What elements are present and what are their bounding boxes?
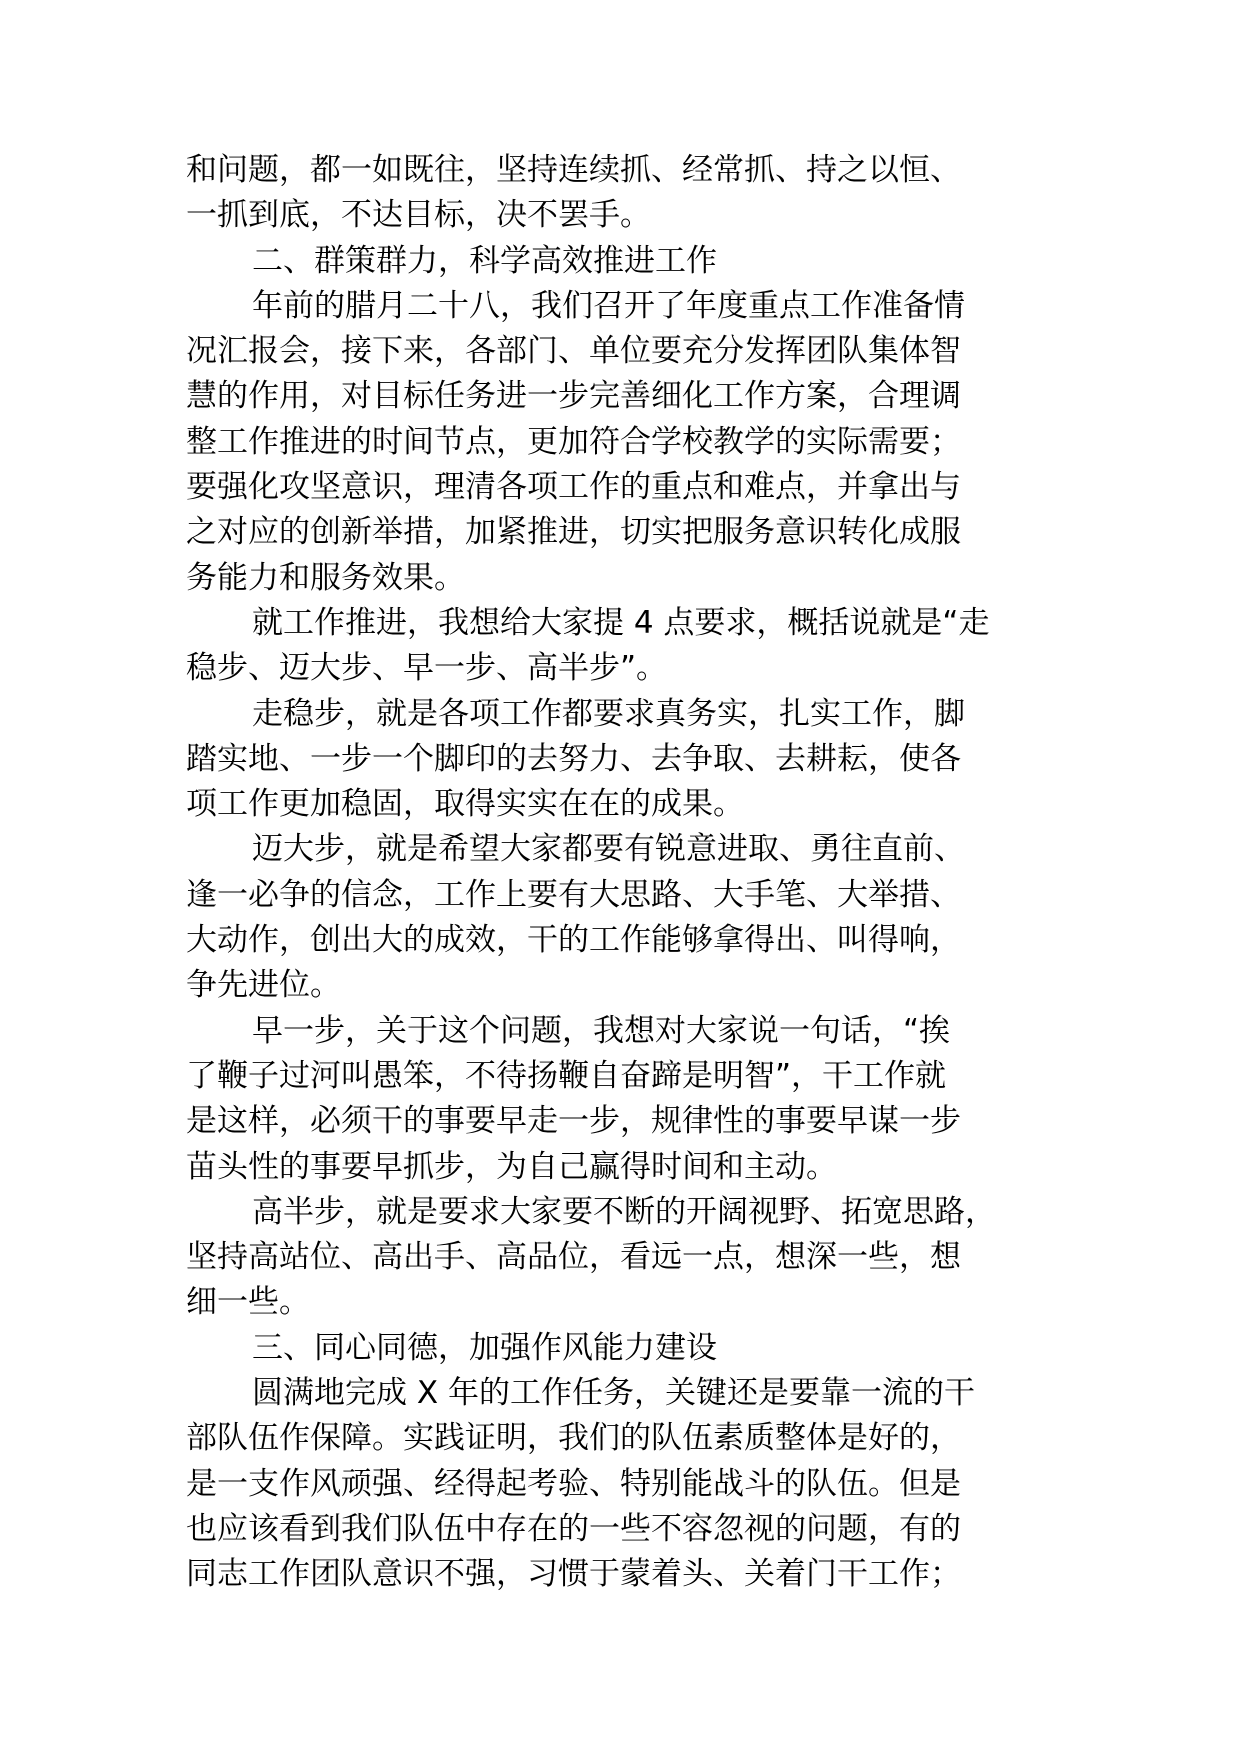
text-line: 也应该看到我们队伍中存在的一些不容忽视的问题，有的 (186, 1510, 961, 1547)
text-line: 迈大步，就是希望大家都要有锐意进取、勇往直前、 (252, 831, 965, 868)
text-line: 争先进位。 (186, 967, 341, 1004)
text-line: 一抓到底，不达目标，决不罢手。 (186, 197, 651, 234)
text-line: 项工作更加稳固，取得实实在在的成果。 (186, 786, 744, 823)
text-line: 了鞭子过河叫愚笨，不待扬鞭自奋蹄是明智”，干工作就 (186, 1057, 947, 1094)
text-line: 部队伍作保障。实践证明，我们的队伍素质整体是好的， (186, 1420, 961, 1457)
text-line: 就工作推进，我想给大家提 4 点要求，概括说就是“走 (252, 604, 990, 641)
text-line: 整工作推进的时间节点，更加符合学校教学的实际需要； (186, 423, 961, 460)
text-line: 是一支作风顽强、经得起考验、特别能战斗的队伍。但是 (186, 1465, 961, 1502)
text-line: 坚持高站位、高出手、高品位，看远一点，想深一些，想 (186, 1239, 961, 1276)
text-line: 是这样，必须干的事要早走一步，规律性的事要早谋一步 (186, 1103, 961, 1140)
text-line: 逢一必争的信念，工作上要有大思路、大手笔、大举措、 (186, 876, 961, 913)
text-line: 慧的作用，对目标任务进一步完善细化工作方案，合理调 (186, 378, 961, 415)
text-line: 况汇报会，接下来，各部门、单位要充分发挥团队集体智 (186, 333, 961, 370)
text-line: 走稳步，就是各项工作都要求真务实，扎实工作，脚 (252, 695, 965, 732)
text-line: 苗头性的事要早抓步，为自己赢得时间和主动。 (186, 1148, 837, 1185)
text-line: 年前的腊月二十八，我们召开了年度重点工作准备情 (252, 287, 965, 324)
text-line: 同志工作团队意识不强，习惯于蒙着头、关着门干工作； (186, 1556, 961, 1593)
text-line: 要强化攻坚意识，理清各项工作的重点和难点，并拿出与 (186, 469, 961, 506)
section-heading: 三、同心同德，加强作风能力建设 (252, 1329, 717, 1366)
text-line: 细一些。 (186, 1284, 310, 1321)
text-line: 稳步、迈大步、早一步、高半步”。 (186, 650, 668, 687)
document-page (186, 148, 1076, 1598)
section-heading: 二、群策群力，科学高效推进工作 (252, 242, 717, 279)
text-line: 之对应的创新举措，加紧推进，切实把服务意识转化成服 (186, 514, 961, 551)
text-line: 踏实地、一步一个脚印的去努力、去争取、去耕耘，使各 (186, 740, 961, 777)
text-line: 务能力和服务效果。 (186, 559, 465, 596)
text-line: 和问题，都一如既往，坚持连续抓、经常抓、持之以恒、 (186, 152, 961, 188)
text-line: 圆满地完成 X 年的工作任务，关键还是要靠一流的干 (252, 1375, 975, 1412)
text-line: 早一步，关于这个问题，我想对大家说一句话，“挨 (252, 1012, 951, 1049)
text-line: 大动作，创出大的成效，干的工作能够拿得出、叫得响， (186, 922, 961, 959)
text-line: 高半步，就是要求大家要不断的开阔视野、拓宽思路， (252, 1193, 996, 1230)
